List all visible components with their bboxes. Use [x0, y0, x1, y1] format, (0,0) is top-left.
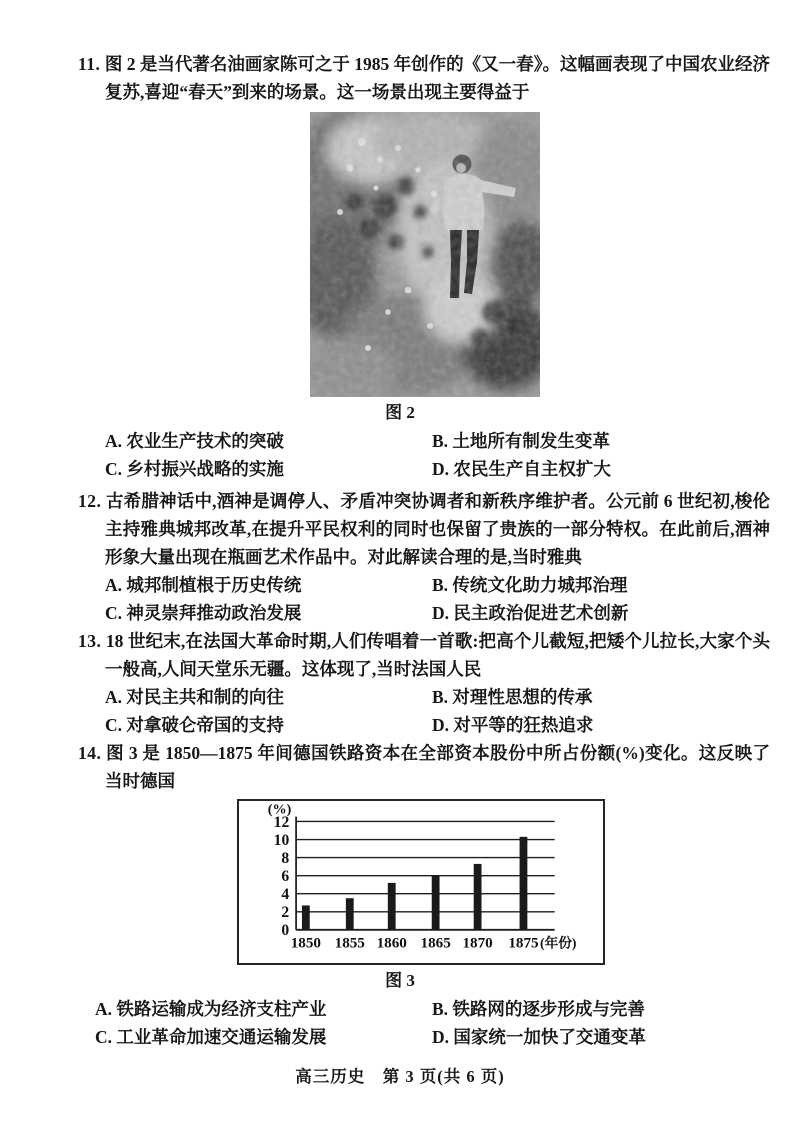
x-tick-label: 1865: [420, 935, 451, 952]
x-tick-label: 1870: [462, 935, 493, 952]
figure3-caption: 图 3: [385, 971, 415, 990]
question-13-options-row2: [105, 711, 770, 739]
question-14-option-a: A. 铁路运输成为经济支柱产业: [95, 999, 327, 1019]
x-tick-label: 1855: [334, 935, 365, 952]
question-14-stem: 图 3 是 1850—1875 年间德国铁路资本在全部资本股份中所占份额(%)变化。这反映了当时德国: [105, 743, 771, 791]
page-footer: 高三历史 第 3 页(共 6 页): [295, 1067, 505, 1086]
x-tick-label: 1860: [376, 935, 407, 952]
question-13-option-d: D. 对平等的狂热追求: [432, 715, 594, 735]
question-11-options-row2: [105, 455, 770, 483]
y-tick-label: 6: [281, 868, 290, 886]
figure3-chart-svg: [239, 801, 603, 963]
question-14-option-b: B. 铁路网的逐步形成与完善: [432, 999, 645, 1019]
bar-1865: [432, 876, 440, 930]
question-12-option-b: B. 传统文化助力城邦治理: [432, 575, 628, 595]
bar-1875: [520, 837, 528, 930]
y-tick-label: 10: [273, 831, 290, 849]
figure3-chart: [237, 799, 605, 965]
bar-1855: [346, 898, 354, 930]
question-12-stem: 古希腊神话中,酒神是调停人、矛盾冲突协调者和新秩序维护者。公元前 6 世纪初,梭伦主持雅典城邦改革,在提升平民权利的同时也保留了贵族的一部分特权。在此前后,酒神形象大量出现在瓶画艺术作品中。对此解读合理的是,当时雅典: [105, 491, 771, 567]
question-14-options-row2: [95, 1023, 770, 1051]
question-13-option-b: B. 对理性思想的传承: [432, 687, 593, 707]
question-11-option-d: D. 农民生产自主权扩大: [432, 459, 611, 479]
bar-1850: [302, 905, 310, 929]
question-11-stem: 图 2 是当代著名油画家陈可之于 1985 年创作的《又一春》。这幅画表现了中国农业经济复苏,喜迎“春天”到来的场景。这一场景出现主要得益于: [104, 54, 771, 102]
question-14-options-row1: [95, 995, 770, 1023]
question-12-option-d: D. 民主政治促进艺术创新: [432, 603, 629, 623]
figure2-painting-image: [310, 112, 540, 397]
question-14-option-d: D. 国家统一加快了交通变革: [432, 1027, 646, 1047]
question-13: [78, 627, 771, 683]
question-12-option-c: C. 神灵崇拜推动政治发展: [105, 603, 302, 623]
bar-1860: [388, 883, 396, 930]
question-11-options-row1: [105, 427, 770, 455]
question-11-option-a: A. 农业生产技术的突破: [105, 431, 284, 451]
x-axis-unit-label: (年份): [540, 935, 577, 951]
question-13-option-c: C. 对拿破仑帝国的支持: [105, 715, 284, 735]
figure2-painting: [310, 112, 540, 397]
question-12-options-row1: [105, 571, 770, 599]
question-13-option-a: A. 对民主共和制的向往: [105, 687, 284, 707]
y-axis-unit-label: (%): [267, 801, 292, 818]
question-14: [78, 739, 771, 795]
question-12: [78, 487, 771, 571]
question-14-number: 14.: [78, 743, 102, 763]
question-12-number: 12.: [78, 491, 102, 511]
question-12-option-a: A. 城邦制植根于历史传统: [105, 575, 302, 595]
question-11-number: 11.: [78, 54, 101, 74]
question-13-number: 13.: [78, 631, 102, 651]
x-tick-label: 1875: [508, 935, 539, 952]
question-11: [78, 50, 771, 106]
y-tick-label: 12: [273, 813, 290, 831]
x-tick-label: 1850: [290, 935, 321, 952]
question-11-option-b: B. 土地所有制发生变革: [432, 431, 610, 451]
question-11-option-c: C. 乡村振兴战略的实施: [105, 459, 284, 479]
figure2-caption: 图 2: [385, 403, 415, 422]
bar-1870: [474, 864, 482, 930]
question-12-options-row2: [105, 599, 770, 627]
y-tick-label: 2: [281, 904, 290, 922]
question-14-option-c: C. 工业革命加速交通运输发展: [95, 1027, 327, 1047]
y-tick-label: 4: [281, 886, 290, 904]
y-tick-label: 0: [281, 922, 290, 940]
y-tick-label: 8: [281, 849, 290, 867]
question-13-stem: 18 世纪末,在法国大革命时期,人们传唱着一首歌:把高个儿截短,把矮个儿拉长,大家个头一般高,人间天堂乐无疆。这体现了,当时法国人民: [105, 631, 771, 679]
question-13-options-row1: [105, 683, 770, 711]
